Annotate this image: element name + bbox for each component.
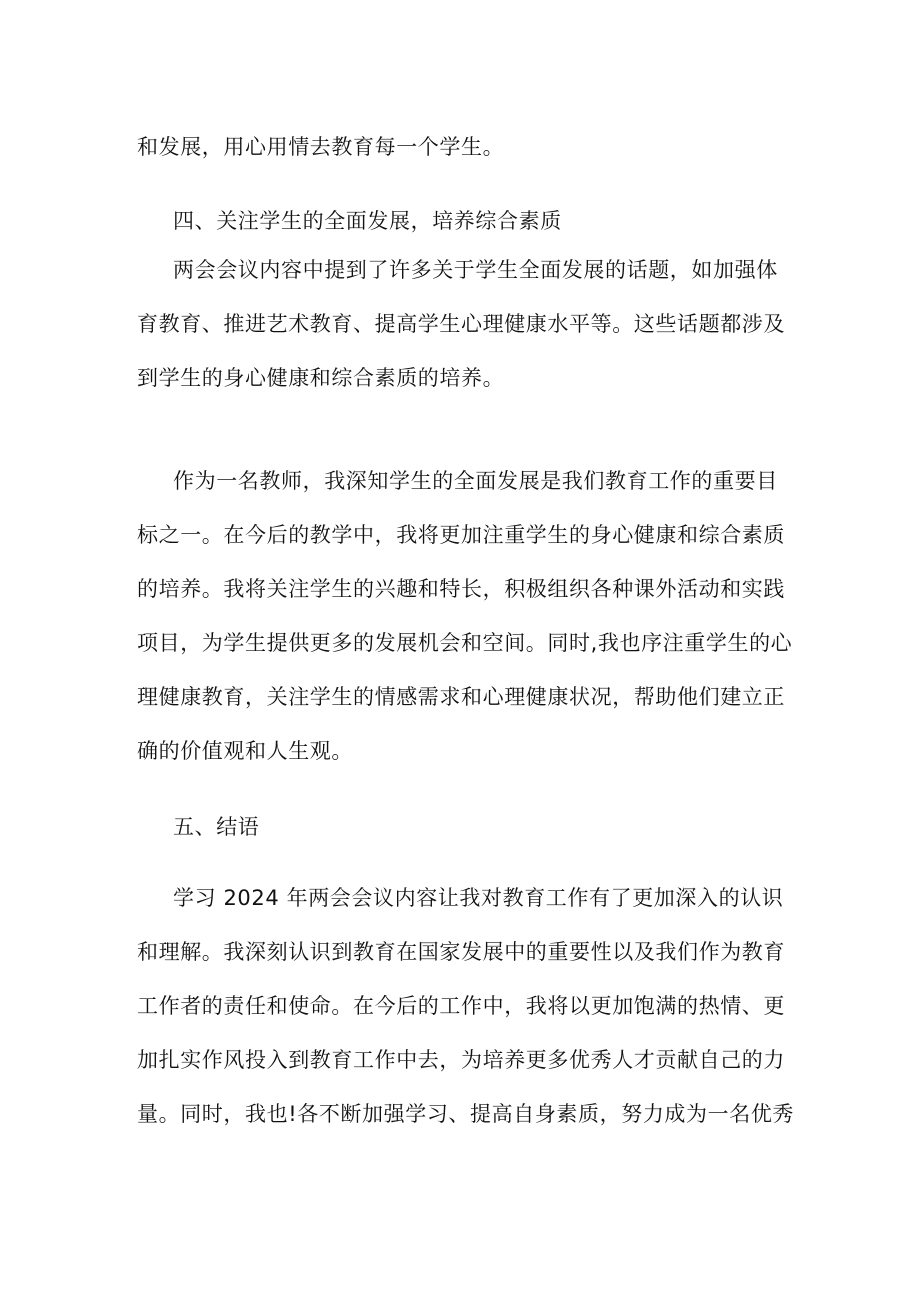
paragraph-continued [137, 120, 787, 174]
heading-text: 四、关注学生的全面发展，培养综合素质 [173, 209, 562, 233]
paragraph-4-1 [137, 243, 787, 405]
text-line: 育教育、推进艺术教育、提高学生心理健康水平等。这些话题都涉及 [137, 312, 785, 336]
text-line: 确的价值观和人生观。 [137, 739, 353, 763]
text-line: 的培养。我将关注学生的兴趣和特长，积极组织各种课外活动和实践 [137, 577, 785, 601]
text-line: 作为一名教师，我深知学生的全面发展是我们教育工作的重要目 [173, 469, 778, 493]
text-line: 两会会议内容中提到了许多关于学生全面发展的话题，如加强体 [173, 258, 778, 282]
text-line: 和发展，用心用情去教育每一个学生。 [137, 135, 505, 159]
section-heading-4 [137, 194, 787, 248]
text-line: 工作者的责任和使命。在今后的工作中，我将以更加饱满的热情、更 [137, 994, 785, 1018]
text-line: 到学生的身心健康和综合素质的培养。 [137, 366, 505, 390]
text-line: 和理解。我深刻认识到教育在国家发展中的重要性以及我们作为教育 [137, 940, 785, 964]
text-line: 标之一。在今后的教学中，我将更加注重学生的身心健康和综合素质 [137, 523, 785, 547]
text-line: 理健康教育，关注学生的情感需求和心理健康状况，帮助他们建立正 [137, 685, 785, 709]
text-line: 学习 2024 年两会会议内容让我对教育工作有了更加深入的认识 [173, 886, 784, 910]
text-line: 加扎实作风投入到教育工作中去，为培养更多优秀人才贡献自己的力 [137, 1048, 785, 1072]
paragraph-5-1 [137, 871, 795, 1141]
text-line: 项目，为学生提供更多的发展机会和空间。同时,我也序注重学生的心 [137, 631, 793, 655]
paragraph-4-2 [137, 454, 793, 778]
section-heading-5 [137, 800, 787, 854]
text-line: 量。同时，我也!各不断加强学习、提高自身素质，努力成为一名优秀 [137, 1102, 795, 1126]
heading-text: 五、结语 [173, 815, 260, 839]
